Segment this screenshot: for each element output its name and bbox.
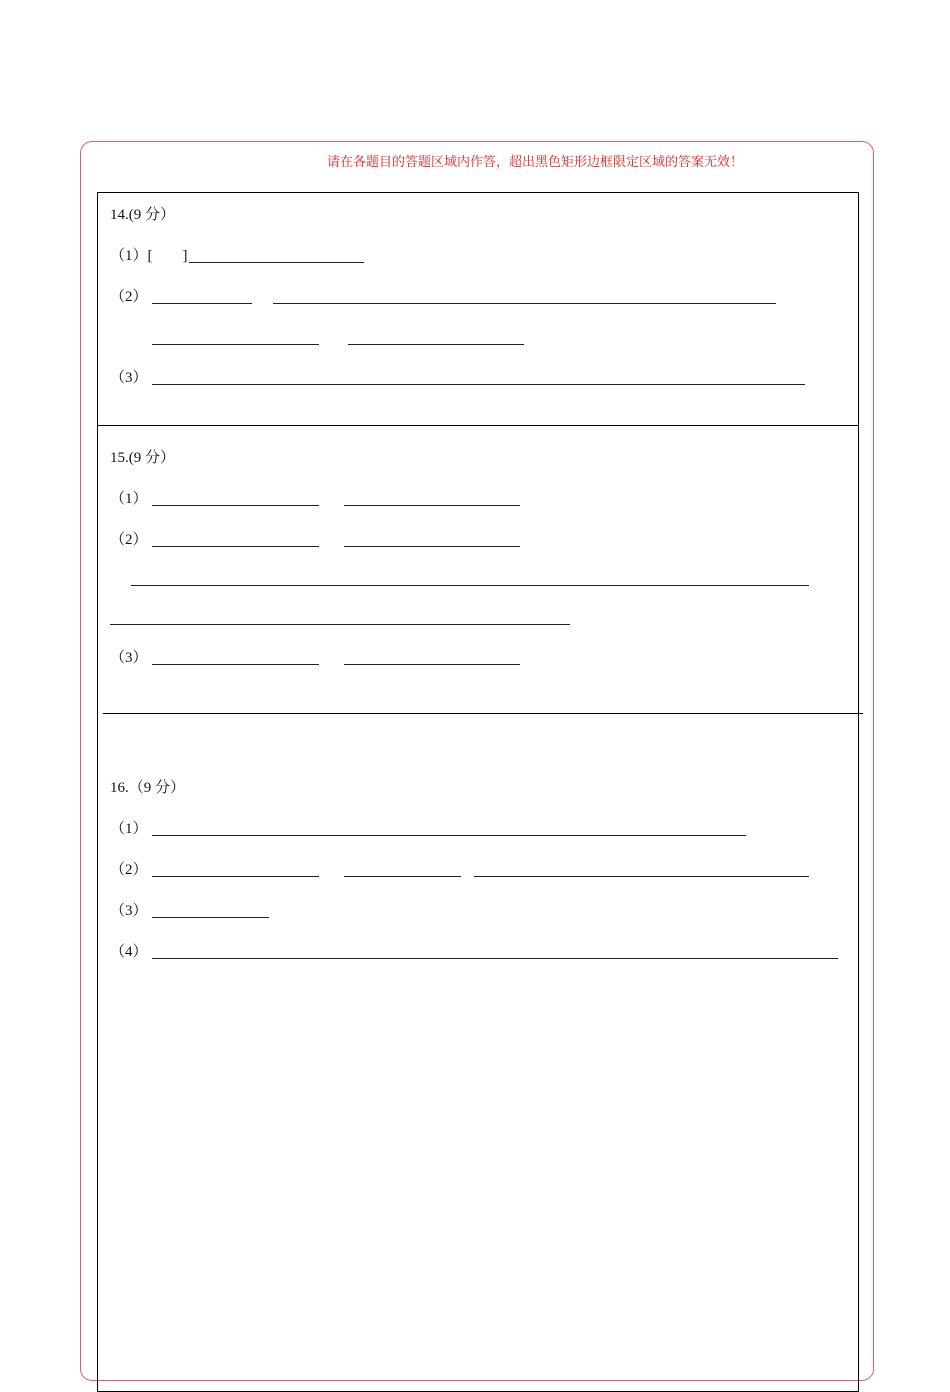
q15-part1-label: （1） [110,491,148,507]
q16-part1-blank[interactable] [152,835,746,836]
q15-part3-blank-1[interactable] [152,664,319,665]
q15-part2-blank-1[interactable] [152,546,319,547]
q15-part2-label: （2） [110,532,148,548]
q14-part2-blank-2[interactable] [273,303,776,304]
q15-divider [103,713,863,714]
q15-part1-blank-2[interactable] [344,505,520,506]
q14-part2-blank-4[interactable] [348,344,524,345]
q14-part1-label: （1）[ ] [110,248,188,264]
q16-title: 16.（9 分） [110,780,186,796]
q16-part4-blank[interactable] [152,958,838,959]
q15-part3-label: （3） [110,650,148,666]
q15-part2-blank-4[interactable] [110,624,570,625]
q15-part2-blank-3[interactable] [131,585,809,586]
q14-part3-label: （3） [110,370,148,386]
q14-part2-blank-1[interactable] [152,303,252,304]
q16-part3-label: （3） [110,903,148,919]
q14-title: 14.(9 分） [110,207,175,223]
answer-box [97,192,859,1392]
q14-divider [97,425,859,426]
q14-part2-label: （2） [110,289,148,305]
q14-part2-blank-3[interactable] [152,344,319,345]
q16-part4-label: （4） [110,944,148,960]
q16-part2-blank-2[interactable] [344,876,461,877]
q16-part1-label: （1） [110,821,148,837]
q16-part2-label: （2） [110,862,148,878]
q14-part3-blank[interactable] [152,384,805,385]
q15-part3-blank-2[interactable] [344,664,520,665]
q15-part1-blank-1[interactable] [152,505,319,506]
q16-part3-blank[interactable] [152,917,269,918]
answer-area-notice: 请在各题目的答题区域内作答，超出黑色矩形边框限定区域的答案无效！ [326,154,743,169]
q16-part2-blank-1[interactable] [152,876,319,877]
q15-part2-blank-2[interactable] [344,546,520,547]
q16-part2-blank-3[interactable] [474,876,809,877]
q14-part1-blank[interactable] [189,262,364,263]
q15-title: 15.(9 分） [110,450,175,466]
